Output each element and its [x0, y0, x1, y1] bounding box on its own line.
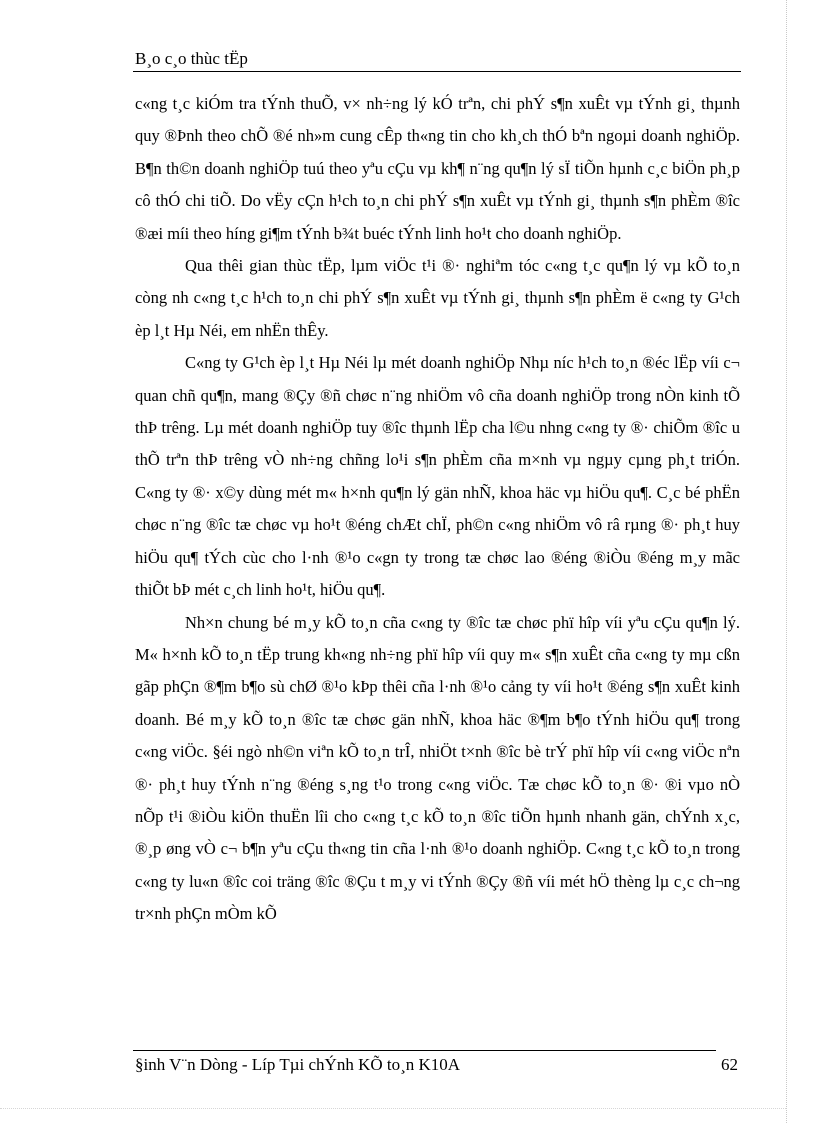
paragraph-internship-observation: Qua thêi gian thùc tËp, lµm viÖc t¹i ®· nghiªm tóc c«ng t¸c qu¶n lý vµ kÕ to¸n còng nh c«ng t¸c h¹ch to¸n chi phÝ s¶n xuÊt vµ tÝnh gi¸ thµnh s¶n phÈm ë c«ng ty G¹ch èp l¸t Hµ Néi, em nhËn thÊy. [135, 256, 740, 340]
page-edge-right [786, 0, 787, 1123]
paragraph-continuation: c«ng t¸c kiÓm tra tÝnh thuÕ, v× nh÷ng lý kÓ trªn, chi phÝ s¶n xuÊt vµ tÝnh gi¸ thµnh quy ®Þnh theo chÕ ®é nh»m cung cÊp th«ng tin cho kh¸ch thÓ bªn ngoµi doanh nghiÖp. B¶n th©n doanh nghiÖp tuú theo yªu cÇu vµ kh¶ n¨ng qu¶n lý sÏ tiÕn hµnh c¸c biÖn ph¸p cô thÓ chi tiÕ. Do vËy cÇn h¹ch to¸n chi phÝ s¶n xuÊt vµ tÝnh gi¸ thµnh s¶n phÈm ®îc ®æi míi theo híng gi¶m tÝnh b¾t buéc tÝnh linh ho¹t cho doanh nghiÖp. [135, 94, 740, 243]
body-text [135, 88, 740, 931]
paragraph-company-overview: C«ng ty G¹ch èp l¸t Hµ Néi lµ mét doanh nghiÖp Nhµ níc h¹ch to¸n ®éc lËp víi c¬ quan chñ qu¶n, mang ®Çy ®ñ chøc n¨ng nhiÖm vô cña doanh nghiÖp trong nÒn kinh tÕ thÞ trêng. Lµ mét doanh nghiÖp tuy ®îc thµnh lËp cha l©u nhng c«ng ty ®· chiÕm ®îc u thÕ trªn thÞ trêng vÒ nh÷ng chñng lo¹i s¶n phÈm cña m×nh vµ ngµy cµng ph¸t triÓn. C«ng ty ®· x©y dùng mét m« h×nh qu¶n lý gän nhÑ, khoa häc vµ hiÖu qu¶. C¸c bé phËn chøc n¨ng ®îc tæ chøc vµ ho¹t ®éng chÆt chÏ, ph©n c«ng nhiÖm vô râ rµng ®· ph¸t huy hiÖu qu¶ tÝch cùc cho l·nh ®¹o c«gn ty trong tæ chøc lao ®éng ®iÒu ®éng m¸y mãc thiÕt bÞ mét c¸ch linh ho¹t, hiÖu qu¶. [135, 353, 740, 600]
header-rule [133, 71, 741, 72]
paragraph-accounting-organization: Nh×n chung bé m¸y kÕ to¸n cña c«ng ty ®îc tæ chøc phï hîp víi yªu cÇu qu¶n lý. M« h×nh kÕ to¸n tËp trung kh«ng nh÷ng phï hîp víi quy m« s¶n xuÊt cña c«ng ty mµ cßn gãp phÇn ®¶m b¶o sù chØ ®¹o kÞp thêi cña l·nh ®¹o cảng ty víi ho¹t ®éng s¶n xuÊt kinh doanh. Bé m¸y kÕ to¸n ®îc tæ chøc gän nhÑ, khoa häc ®¶m b¶o tÝnh hiÖu qu¶ trong c«ng viÖc. §éi ngò nh©n viªn kÕ to¸n trÎ, nhiÖt t×nh ®îc bè trÝ phï hîp víi c«ng viÖc nªn ®· ph¸t huy tÝnh n¨ng ®éng s¸ng t¹o trong c«ng viÖc. Tæ chøc kÕ to¸n ®· ®i vµo nÒ nÕp t¹i ®iÒu kiÖn thuËn lîi cho c«ng t¸c kÕ to¸n ®îc tiÕn hµnh nhanh gän, chÝnh x¸c, ®¸p øng vÒ c¬ b¶n yªu cÇu th«ng tin cña l·nh ®¹o doanh nghiÖp. C«ng t¸c kÕ to¸n trong c«ng ty lu«n ®îc coi träng ®îc ®Çu t m¸y vi tÝnh ®Çy ®ñ víi mét hÖ thèng lµ c¸c ch¬ng tr×nh phÇn mÒm kÕ [135, 612, 740, 924]
footer-rule [133, 1050, 716, 1051]
page-number: 62 [721, 1055, 738, 1074]
running-header: B¸o c¸o thùc tËp [135, 49, 248, 68]
page-edge-bottom [0, 1108, 786, 1109]
footer-author-class: §inh V¨n Dòng - Líp Tµi chÝnh KÕ to¸n K10A [135, 1055, 461, 1074]
